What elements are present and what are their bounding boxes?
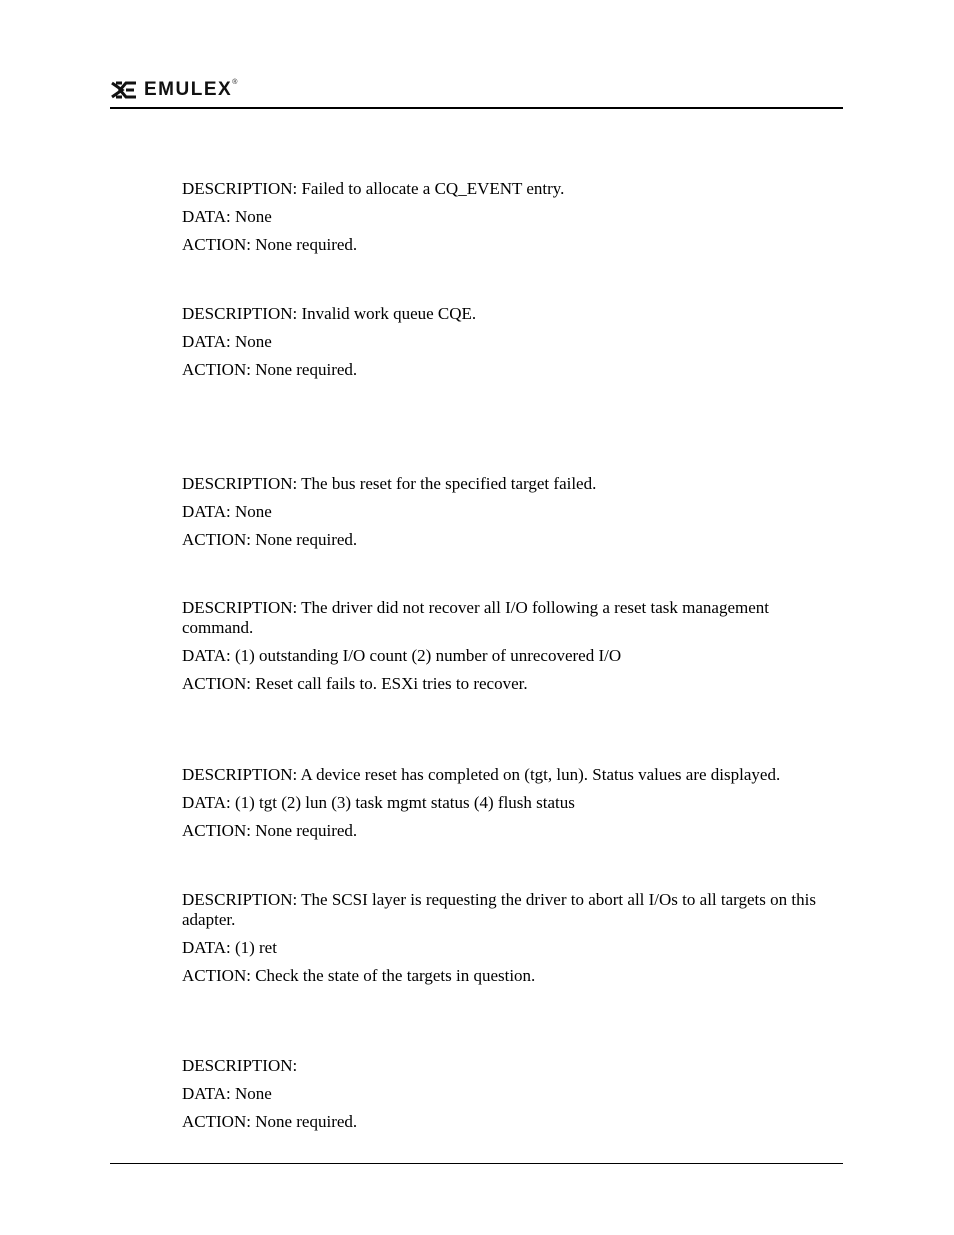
entry-data: DATA: None [182, 207, 272, 226]
entry-action: ACTION: Check the state of the targets in question. [182, 966, 536, 985]
message-entry-2 [182, 304, 844, 380]
entry-action: ACTION: None required. [182, 360, 358, 379]
emulex-logo-icon [110, 81, 138, 99]
entry-action: ACTION: None required. [182, 821, 358, 840]
entry-data: DATA: (1) outstanding I/O count (2) number of unrecovered I/O [182, 646, 622, 665]
footer-rule [110, 1163, 843, 1164]
entry-description: DESCRIPTION: The driver did not recover all I/O following a reset task management command. [182, 598, 769, 637]
entry-action: ACTION: None required. [182, 530, 358, 549]
emulex-logo [110, 80, 237, 100]
message-entry-1 [182, 179, 844, 255]
entry-data: DATA: None [182, 332, 272, 351]
entry-description: DESCRIPTION: The SCSI layer is requesting the driver to abort all I/Os to all targets on this adapter. [182, 890, 816, 929]
message-entry-3 [182, 474, 844, 550]
logo-wordmark: EMULEX® [144, 79, 238, 100]
entry-action: ACTION: None required. [182, 235, 358, 254]
header-rule [110, 107, 843, 109]
entry-data: DATA: (1) ret [182, 938, 277, 957]
entry-data: DATA: (1) tgt (2) lun (3) task mgmt status (4) flush status [182, 793, 575, 812]
entry-data: DATA: None [182, 502, 272, 521]
entry-description: DESCRIPTION: A device reset has completed on (tgt, lun). Status values are displayed. [182, 765, 781, 784]
entry-description: DESCRIPTION: Invalid work queue CQE. [182, 304, 477, 323]
message-entry-4 [182, 598, 844, 694]
entry-data: DATA: None [182, 1084, 272, 1103]
entry-description: DESCRIPTION: The bus reset for the specified target failed. [182, 474, 597, 493]
entry-description: DESCRIPTION: Failed to allocate a CQ_EVENT entry. [182, 179, 565, 198]
entry-action: ACTION: None required. [182, 1112, 358, 1131]
entry-action: ACTION: Reset call fails to. ESXi tries to recover. [182, 674, 528, 693]
message-entry-6 [182, 890, 844, 986]
message-entry-7 [182, 1056, 844, 1132]
message-entry-5 [182, 765, 844, 841]
entry-description: DESCRIPTION: [182, 1056, 298, 1075]
